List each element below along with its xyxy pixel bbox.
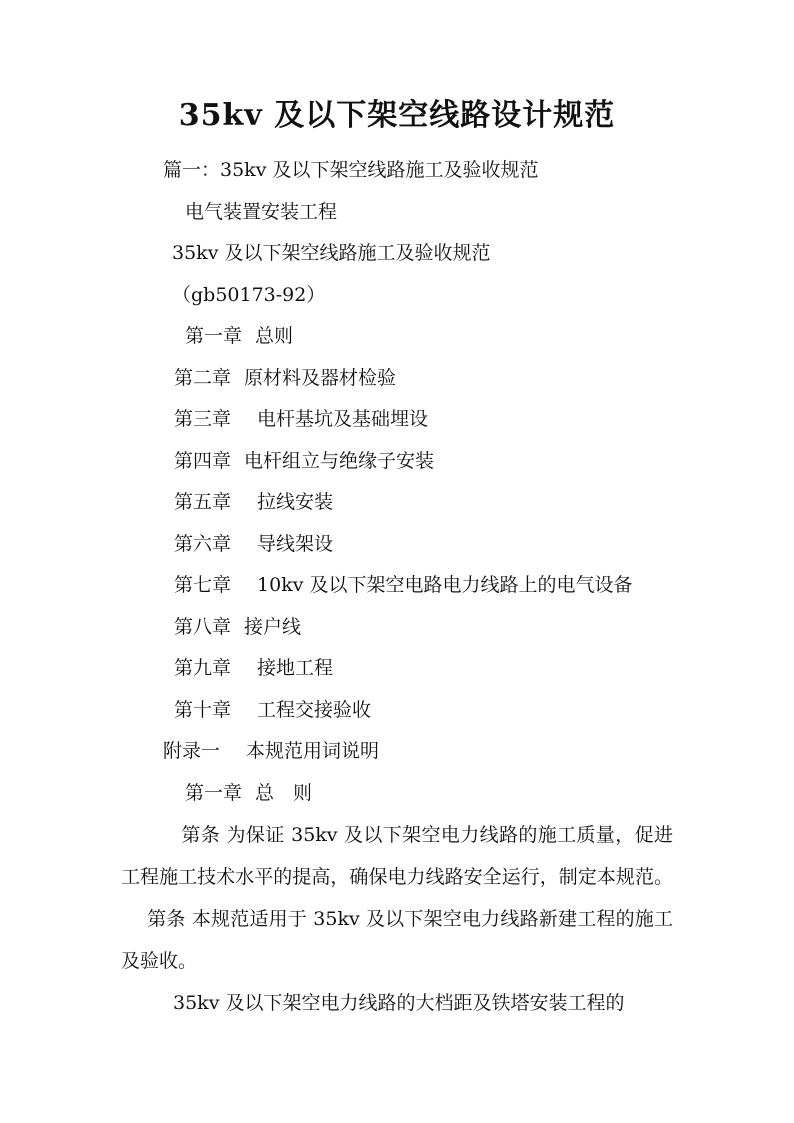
toc-item <box>185 323 293 349</box>
body-paragraph-2 <box>121 982 673 1024</box>
toc-chapter: 第九章 <box>174 657 232 679</box>
body-paragraph <box>121 814 673 982</box>
chapter-title: 总 则 <box>255 782 313 804</box>
toc-name: 本规范用词说明 <box>246 740 380 762</box>
toc-item <box>174 448 434 474</box>
toc-name: 10kv 及以下架空电路电力线路上的电气设备 <box>257 574 633 596</box>
toc-item <box>174 614 301 640</box>
toc-item <box>174 489 333 515</box>
toc-name: 电杆组立与绝缘子安装 <box>244 450 435 472</box>
section-heading: 篇一：35kv 及以下架空线路施工及验收规范 <box>163 159 539 181</box>
toc-chapter: 附录一 <box>163 740 221 762</box>
toc-name: 原材料及器材检验 <box>244 367 397 389</box>
toc-item <box>174 572 632 598</box>
toc-chapter: 第三章 <box>174 408 232 430</box>
toc-chapter: 第二章 <box>174 367 232 389</box>
toc-chapter: 第七章 <box>174 574 232 596</box>
toc-name: 工程交接验收 <box>257 699 372 721</box>
toc-name: 拉线安装 <box>257 491 334 513</box>
toc-name: 接户线 <box>244 616 302 638</box>
toc-chapter: 第十章 <box>174 699 232 721</box>
article-2: 第条 本规范适用于 35kv 及以下架空电力线路新建工程的施工及验收。 <box>121 908 673 972</box>
toc-item <box>163 738 379 764</box>
toc-chapter: 第六章 <box>174 533 232 555</box>
article-3: 35kv 及以下架空电力线路的大档距及铁塔安装工程的 <box>173 992 625 1014</box>
toc-chapter: 第四章 <box>174 450 232 472</box>
subtitle-spec: 35kv 及以下架空线路施工及验收规范 <box>172 242 491 264</box>
toc-chapter: 第八章 <box>174 616 232 638</box>
toc-item <box>174 697 371 723</box>
chapter-heading <box>185 780 312 806</box>
document-title: 35kv 及以下架空线路设计规范 <box>178 98 616 133</box>
toc-item <box>174 365 396 391</box>
standard-code: （gb50173-92） <box>172 284 326 306</box>
toc-item <box>174 531 333 557</box>
toc-name: 总则 <box>255 325 294 347</box>
toc-item <box>174 406 428 432</box>
toc-name: 电杆基坑及基础埋设 <box>257 408 429 430</box>
toc-name: 导线架设 <box>257 533 334 555</box>
toc-chapter: 第五章 <box>174 491 232 513</box>
toc-chapter: 第一章 <box>185 325 243 347</box>
toc-item <box>174 655 333 681</box>
article-1: 第条 为保证 35kv 及以下架空电力线路的施工质量，促进工程施工技术水平的提高，确保电力线路安全运行，制定本规范。 <box>121 824 673 888</box>
toc-name: 接地工程 <box>257 657 334 679</box>
chapter-number: 第一章 <box>185 782 243 804</box>
subtitle-installation: 电气装置安装工程 <box>185 201 338 223</box>
